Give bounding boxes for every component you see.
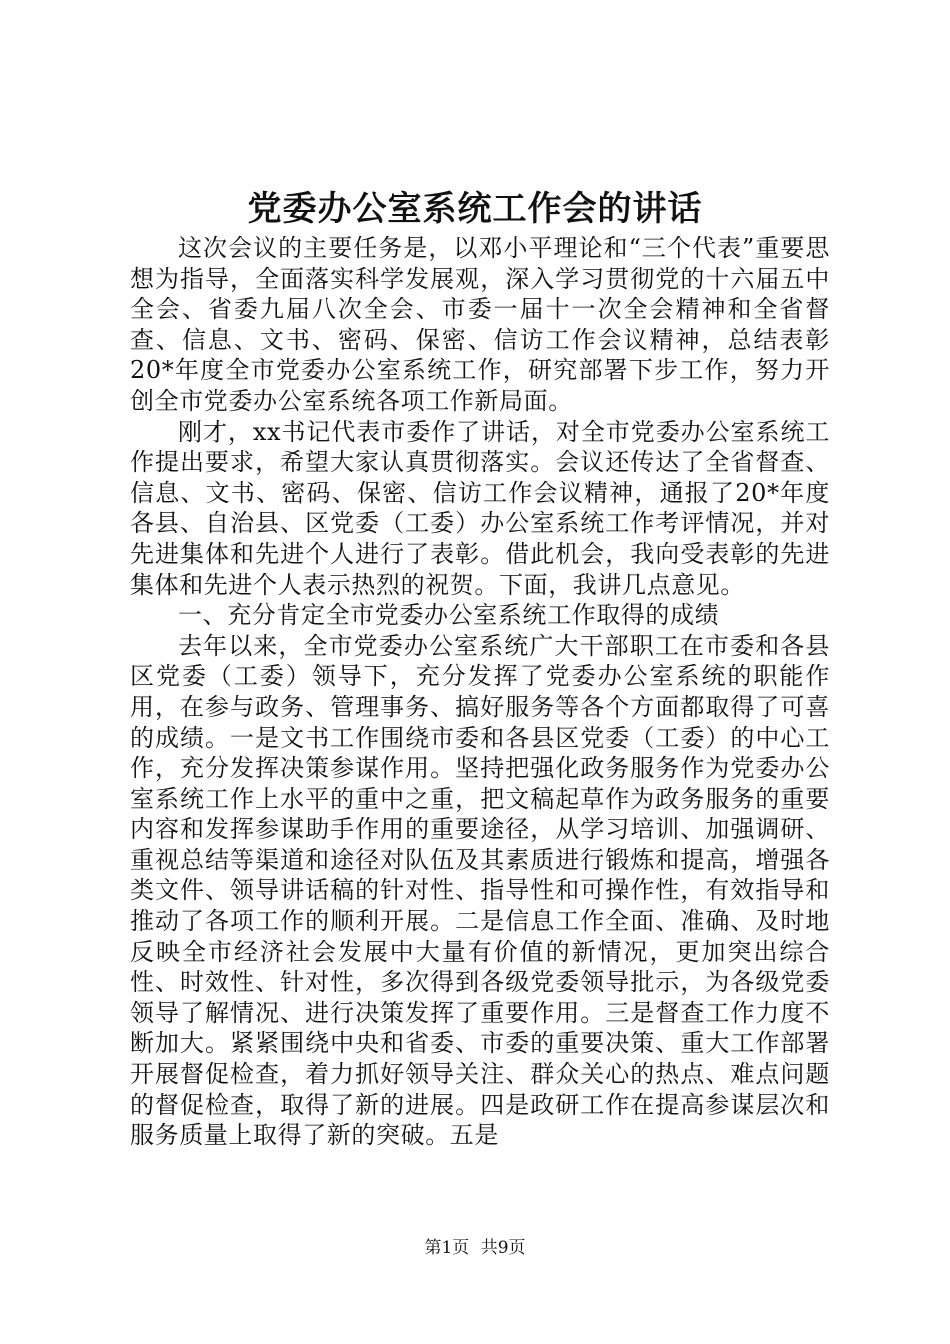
document-body: [130, 233, 830, 1151]
page-footer: [0, 1236, 950, 1260]
page-number: 第1页: [424, 1238, 470, 1258]
body-paragraph-1: 这次会议的主要任务是，以邓小平理论和“三个代表”重要思想为指导，全面落实科学发展观，深入学习贯彻党的十六届五中全会、省委九届八次全会、市委一届十一次全会精神和全省督查、信息、文书、密码、保密、信访工作会议精神，总结表彰20*年度全市党委办公室系统工作，研究部署下步工作，努力开创全市党委办公室系统各项工作新局面。: [130, 234, 830, 415]
body-paragraph-3: 去年以来，全市党委办公室系统广大干部职工在市委和各县区党委（工委）领导下，充分发挥了党委办公室系统的职能作用，在参与政务、管理事务、搞好服务等各个方面都取得了可喜的成绩。一是文书工作围绕市委和各县区党委（工委）的中心工作，充分发挥决策参谋作用。坚持把强化政务服务作为党委办公室系统工作上水平的重中之重，把文稿起草作为政务服务的重要内容和发挥参谋助手作用的重要途径，从学习培训、加强调研、重视总结等渠道和途径对队伍及其素质进行锻炼和提高，增强各类文件、领导讲话稿的针对性、指导性和可操作性，有效指导和推动了各项工作的顺利开展。二是信息工作全面、准确、及时地反映全市经济社会发展中大量有价值的新情况，更加突出综合性、时效性、针对性，多次得到各级党委领导批示，为各级党委领导了解情况、进行决策发挥了重要作用。三是督查工作力度不断加大。紧紧围绕中央和省委、市委的重要决策、重大工作部署开展督促检查，着力抓好领导关注、群众关心的热点、难点问题的督促检查，取得了新的进展。四是政研工作在提高参谋层次和服务质量上取得了新的突破。五是: [130, 631, 830, 1150]
section-heading-1: 一、充分肯定全市党委办公室系统工作取得的成绩: [178, 601, 720, 630]
page-total: 共9页: [480, 1238, 526, 1258]
body-paragraph-2: 刚才，xx书记代表市委作了讲话，对全市党委办公室系统工作提出要求，希望大家认真贯彻落实。会议还传达了全省督查、信息、文书、密码、保密、信访工作会议精神，通报了20*年度各县、自治县、区党委（工委）办公室系统工作考评情况，并对先进集体和先进个人进行了表彰。借此机会，我向受表彰的先进集体和先进个人表示热烈的祝贺。下面，我讲几点意见。: [130, 417, 830, 599]
document-title: 党委办公室系统工作会的讲话: [247, 189, 703, 229]
